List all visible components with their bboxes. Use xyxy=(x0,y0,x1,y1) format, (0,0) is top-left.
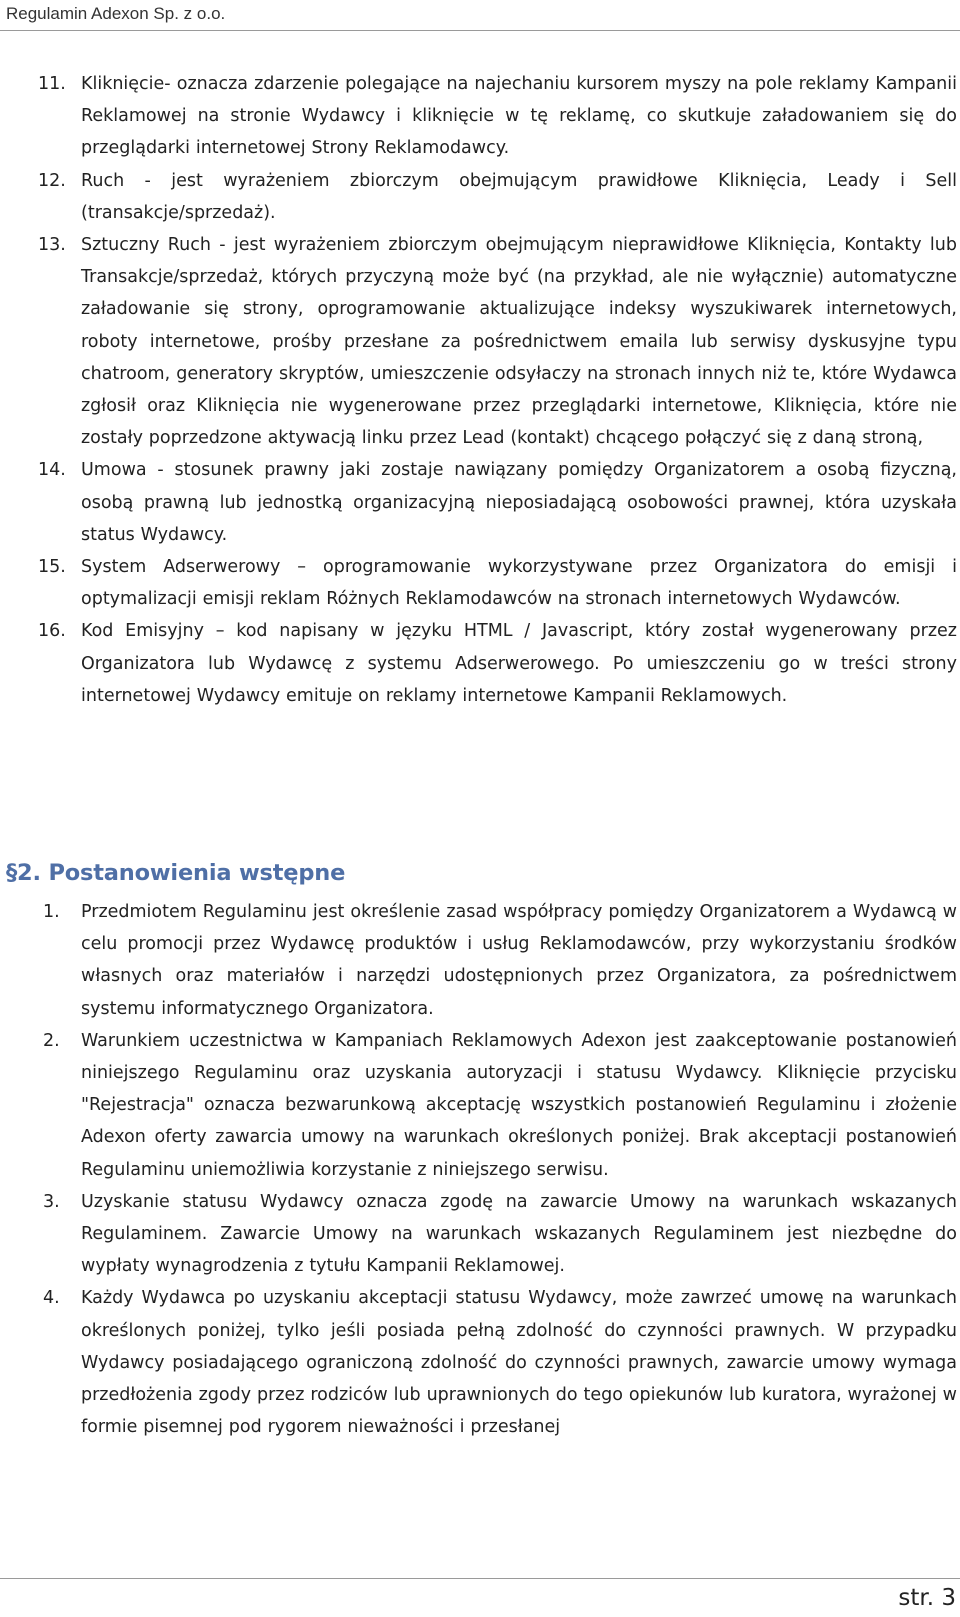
item-number: 1. xyxy=(43,902,60,922)
item-number: 12. xyxy=(38,170,66,191)
list-item xyxy=(0,1186,960,1283)
header-divider xyxy=(0,30,960,31)
document-header: Regulamin Adexon Sp. z o.o. xyxy=(6,4,226,23)
list-item xyxy=(0,896,960,1025)
list-item xyxy=(0,551,960,615)
list-item xyxy=(0,68,960,165)
item-number: 3. xyxy=(43,1191,60,1212)
item-number: 14. xyxy=(38,460,66,481)
item-number: 2. xyxy=(43,1030,60,1051)
item-text: Uzyskanie statusu Wydawcy oznacza zgodę na zawarcie Umowy na warunkach wskazanych Regulaminem. Zawarcie Umowy na warunkach wskazanych Regulaminem jest niezbędne do wypłaty wynagrodzenia z tytułu Kampanii Reklamowej. xyxy=(81,1191,957,1277)
list-item xyxy=(0,615,960,712)
item-text: Przedmiotem Regulaminu jest określenie zasad współpracy pomiędzy Organizatorem a Wydawcą w celu promocji przez Wydawcę produktów i usług Reklamodawców, przy wykorzystaniu środków własnych oraz materiałów i narzędzi udostępnionych przez Organizatora, za pośrednictwem systemu informatycznego Organizatora. xyxy=(81,902,957,1019)
section-heading: §2. Postanowienia wstępne xyxy=(6,860,346,886)
item-number: 15. xyxy=(38,557,66,578)
item-number: 4. xyxy=(43,1288,60,1309)
item-text: Kod Emisyjny – kod napisany w języku HTML / Javascript, który został wygenerowany przez Organizatora lub Wydawcę z systemu Adserwerowego. Po umieszczeniu go w treści strony internetowej Wydawcy emituje on reklamy internetowe Kampanii Reklamowych. xyxy=(81,621,957,706)
definitions-list xyxy=(0,68,960,712)
item-number: 16. xyxy=(38,621,66,642)
list-item xyxy=(0,229,960,454)
list-item xyxy=(0,165,960,229)
list-item xyxy=(0,1282,960,1443)
item-number: 13. xyxy=(38,235,66,256)
list-item xyxy=(0,454,960,551)
provisions-list xyxy=(0,896,960,1443)
item-text: Warunkiem uczestnictwa w Kampaniach Reklamowych Adexon jest zaakceptowanie postanowień niniejszego Regulaminu oraz uzyskania autoryzacji i statusu Wydawcy. Kliknięcie przycisku "Rejestracja" oznacza bezwarunkową akceptację wszystkich postanowień Regulaminu i złożenie Adexon oferty zawarcia umowy na warunkach określonych poniżej. Brak akceptacji postanowień Regulaminu uniemożliwia korzystanie z niniejszego serwisu. xyxy=(81,1030,957,1180)
item-text: Sztuczny Ruch - jest wyrażeniem zbiorczym obejmującym nieprawidłowe Kliknięcia, Kontakty lub Transakcje/sprzedaż, których przyczyną może być (na przykład, ale nie wyłącznie) automatyczne załadowanie się strony, oprogramowanie aktualizujące indeksy wyszukiwarek internetowych, roboty internetowe, prośby przesłane za pośrednictwem emaila lub serwisy dyskusyjne typu chatroom, generatory skryptów, umieszczenie odsyłaczy na stronach innych niż te, które Wydawca zgłosił oraz Kliknięcia nie wygenerowane przez przeglądarki internetowe, Kliknięcia, które nie zostały poprzedzone aktywacją linku przez Lead (kontakt) chcącego połączyć się z daną stroną, xyxy=(81,235,957,449)
list-item xyxy=(0,1025,960,1186)
item-text: Kliknięcie- oznacza zdarzenie polegające na najechaniu kursorem myszy na pole reklamy Kampanii Reklamowej na stronie Wydawcy i kliknięcie w tę reklamę, co skutkuje załadowaniem się do przeglądarki internetowej Strony Reklamodawcy. xyxy=(81,74,957,159)
item-text: System Adserwerowy – oprogramowanie wykorzystywane przez Organizatora do emisji i optymalizacji emisji reklam Różnych Reklamodawców na stronach internetowych Wydawców. xyxy=(81,557,957,610)
footer-divider xyxy=(0,1578,960,1579)
item-text: Ruch - jest wyrażeniem zbiorczym obejmującym prawidłowe Kliknięcia, Leady i Sell (transakcje/sprzedaż). xyxy=(81,170,957,223)
item-text: Umowa - stosunek prawny jaki zostaje nawiązany pomiędzy Organizatorem a osobą fizyczną, osobą prawną lub jednostką organizacyjną nieposiadającą osobowości prawnej, która uzyskała status Wydawcy. xyxy=(81,460,957,545)
item-number: 11. xyxy=(38,74,66,94)
item-text: Każdy Wydawca po uzyskaniu akceptacji statusu Wydawcy, może zawrzeć umowę na warunkach określonych poniżej, tylko jeśli posiada pełną zdolność do czynności prawnych. W przypadku Wydawcy posiadającego ograniczoną zdolność do czynności prawnych, zawarcie umowy wymaga przedłożenia zgody przez rodziców lub uprawnionych do tego opiekunów lub kuratora, wyrażonej w formie pisemnej pod rygorem nieważności i przesłanej xyxy=(81,1288,957,1438)
page-number: str. 3 xyxy=(898,1585,956,1611)
